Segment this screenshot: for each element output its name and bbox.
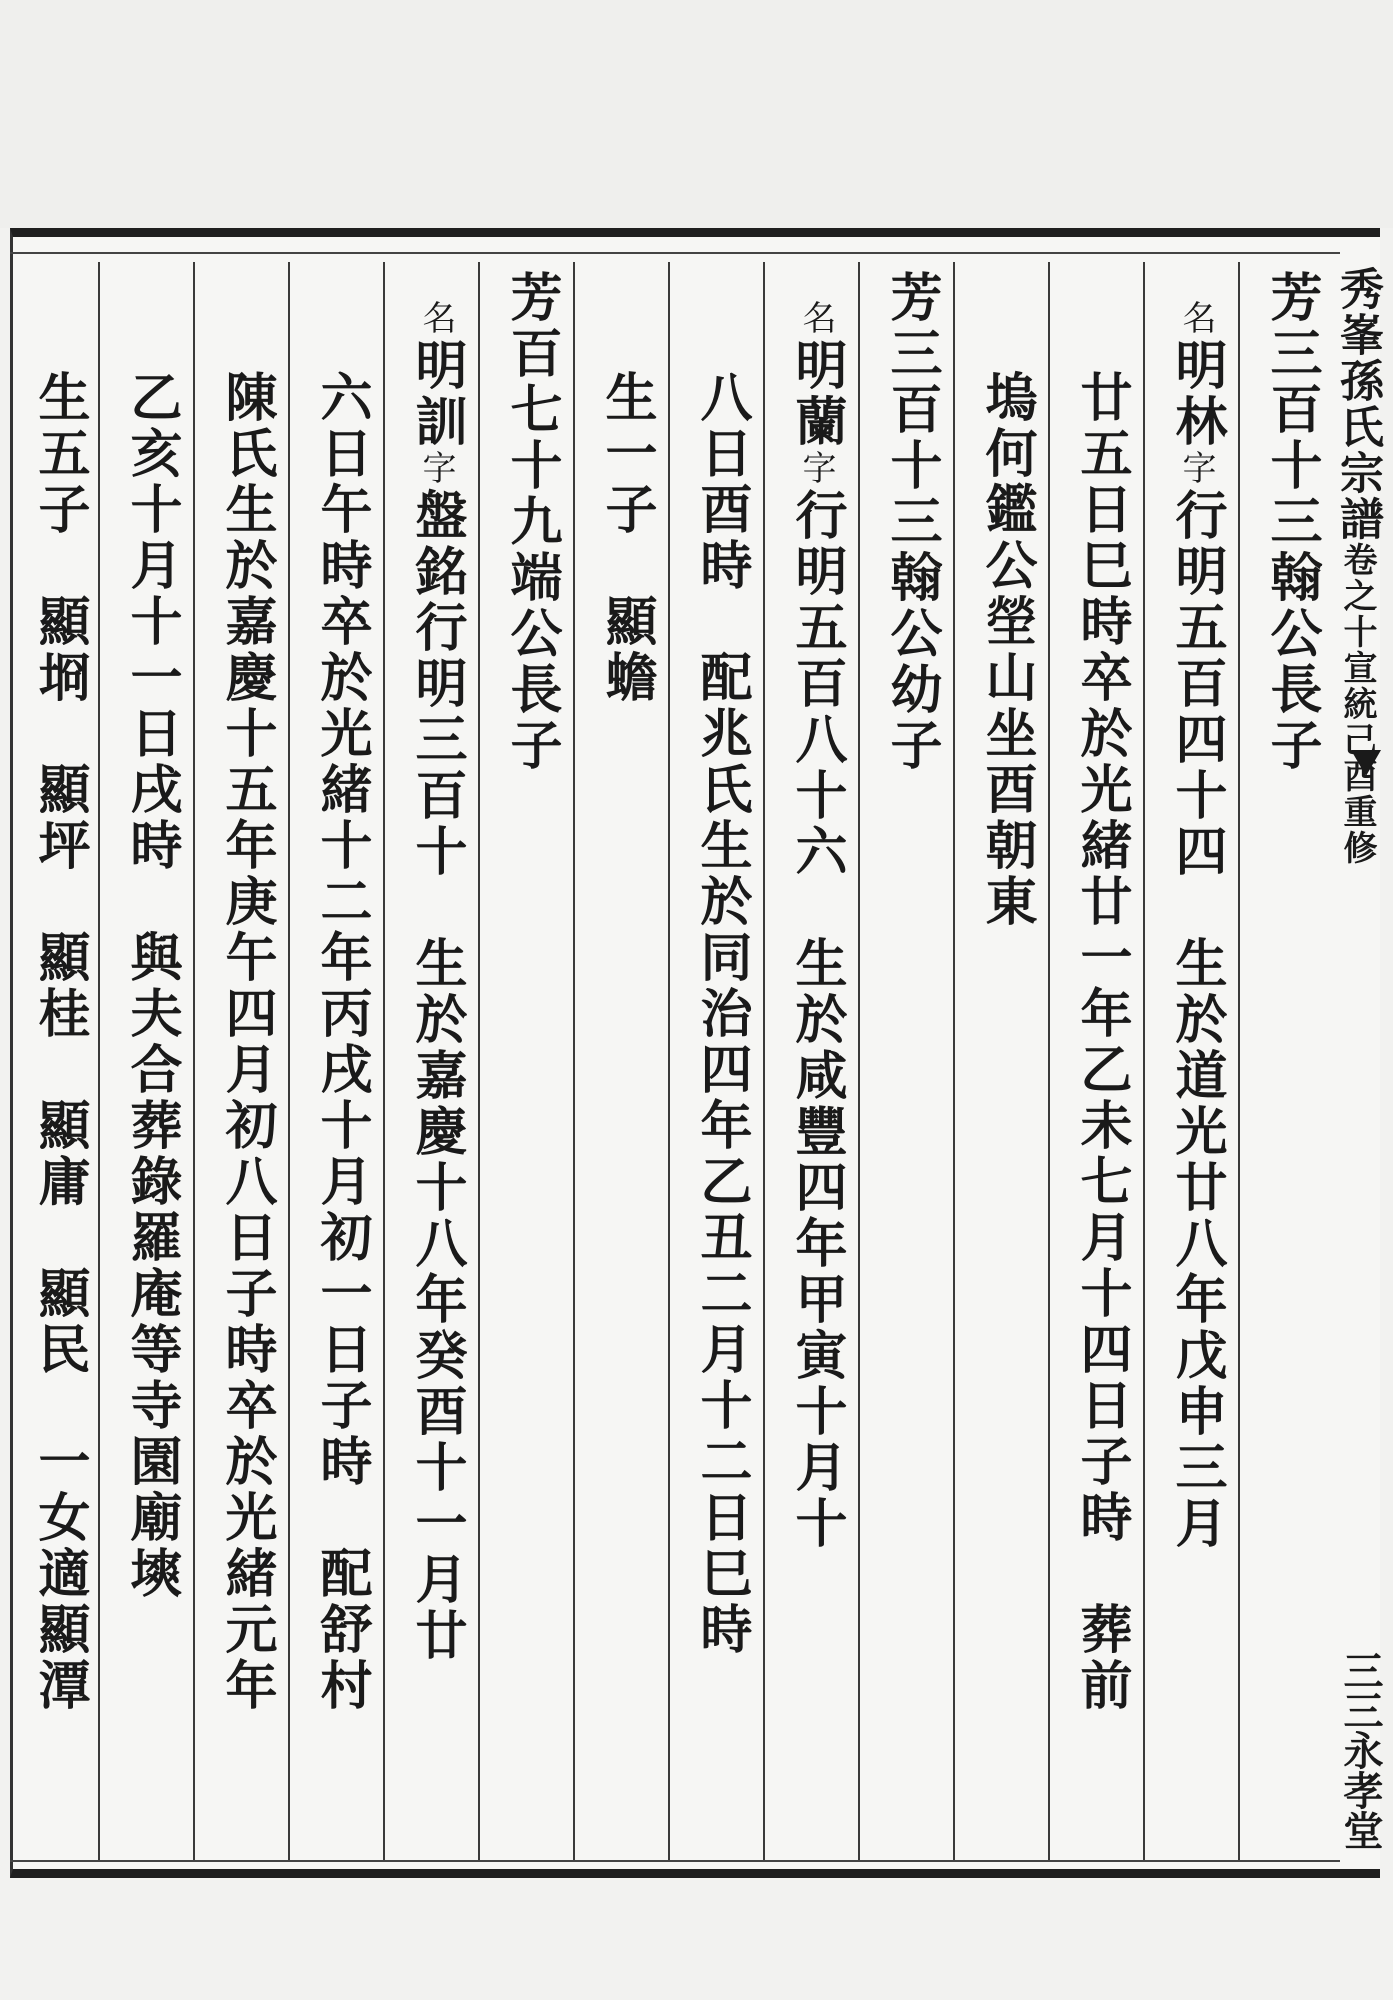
fish-tail-mark <box>1351 750 1381 776</box>
column-divider <box>858 262 860 1860</box>
genealogy-column: 乙亥十月十一日戌時 與夫合葬錄羅庵等寺園廟塽 <box>121 370 182 1602</box>
page-number-hall: 三三永孝堂 <box>1337 1650 1384 1850</box>
column-divider <box>193 262 195 1860</box>
genealogy-column: 八日酉時 配兆氏生於同治四年乙丑二月十二日巳時 <box>691 370 752 1658</box>
book-margin-title <box>1332 266 1389 1876</box>
genealogy-column: 名明訓字盤銘行明三百十 生於嘉慶十八年癸酉十一月廿 <box>406 300 467 1664</box>
column-divider <box>763 262 765 1860</box>
genealogy-column: 六日午時卒於光緒十二年丙戌十月初一日子時 配舒村 <box>311 370 372 1714</box>
edition-label: 宣統己酉重修 <box>1337 650 1377 866</box>
genealogy-column: 廿五日巳時卒於光緒廿一年乙未七月十四日子時 葬前 <box>1071 370 1132 1714</box>
column-divider <box>478 262 480 1860</box>
column-divider <box>668 262 670 1860</box>
top-paper-margin <box>0 0 1393 228</box>
genealogy-column: 陳氏生於嘉慶十五年庚午四月初八日子時卒於光緒元年 <box>216 370 277 1714</box>
book-title: 秀峯孫氏宗譜 <box>1332 266 1383 542</box>
genealogy-column: 芳三百十三翰公長子 <box>1261 270 1322 774</box>
column-divider <box>1048 262 1050 1860</box>
genealogy-column: 芳三百十三翰公幼子 <box>881 270 942 774</box>
genealogy-column: 名明蘭字行明五百八十六 生於咸豐四年甲寅十月十 <box>786 300 847 1552</box>
genealogy-column: 塢何鑑公塋山坐酉朝東 <box>976 370 1037 930</box>
column-divider <box>953 262 955 1860</box>
column-divider <box>1238 262 1240 1860</box>
column-divider <box>383 262 385 1860</box>
column-divider <box>288 262 290 1860</box>
genealogy-column: 芳百七十九端公長子 <box>501 270 562 774</box>
genealogy-column: 名明林字行明五百四十四 生於道光廿八年戊申三月 <box>1166 300 1227 1552</box>
inner-top-rule <box>10 252 1340 254</box>
genealogy-column: 生五子 顯埛 顯坪 顯桂 顯庸 顯民 一女適顯潭 <box>29 370 90 1714</box>
column-divider <box>573 262 575 1860</box>
volume-label: 卷之十 <box>1337 542 1377 650</box>
genealogy-column: 生一子 顯蟾 <box>596 370 657 706</box>
column-divider <box>1143 262 1145 1860</box>
